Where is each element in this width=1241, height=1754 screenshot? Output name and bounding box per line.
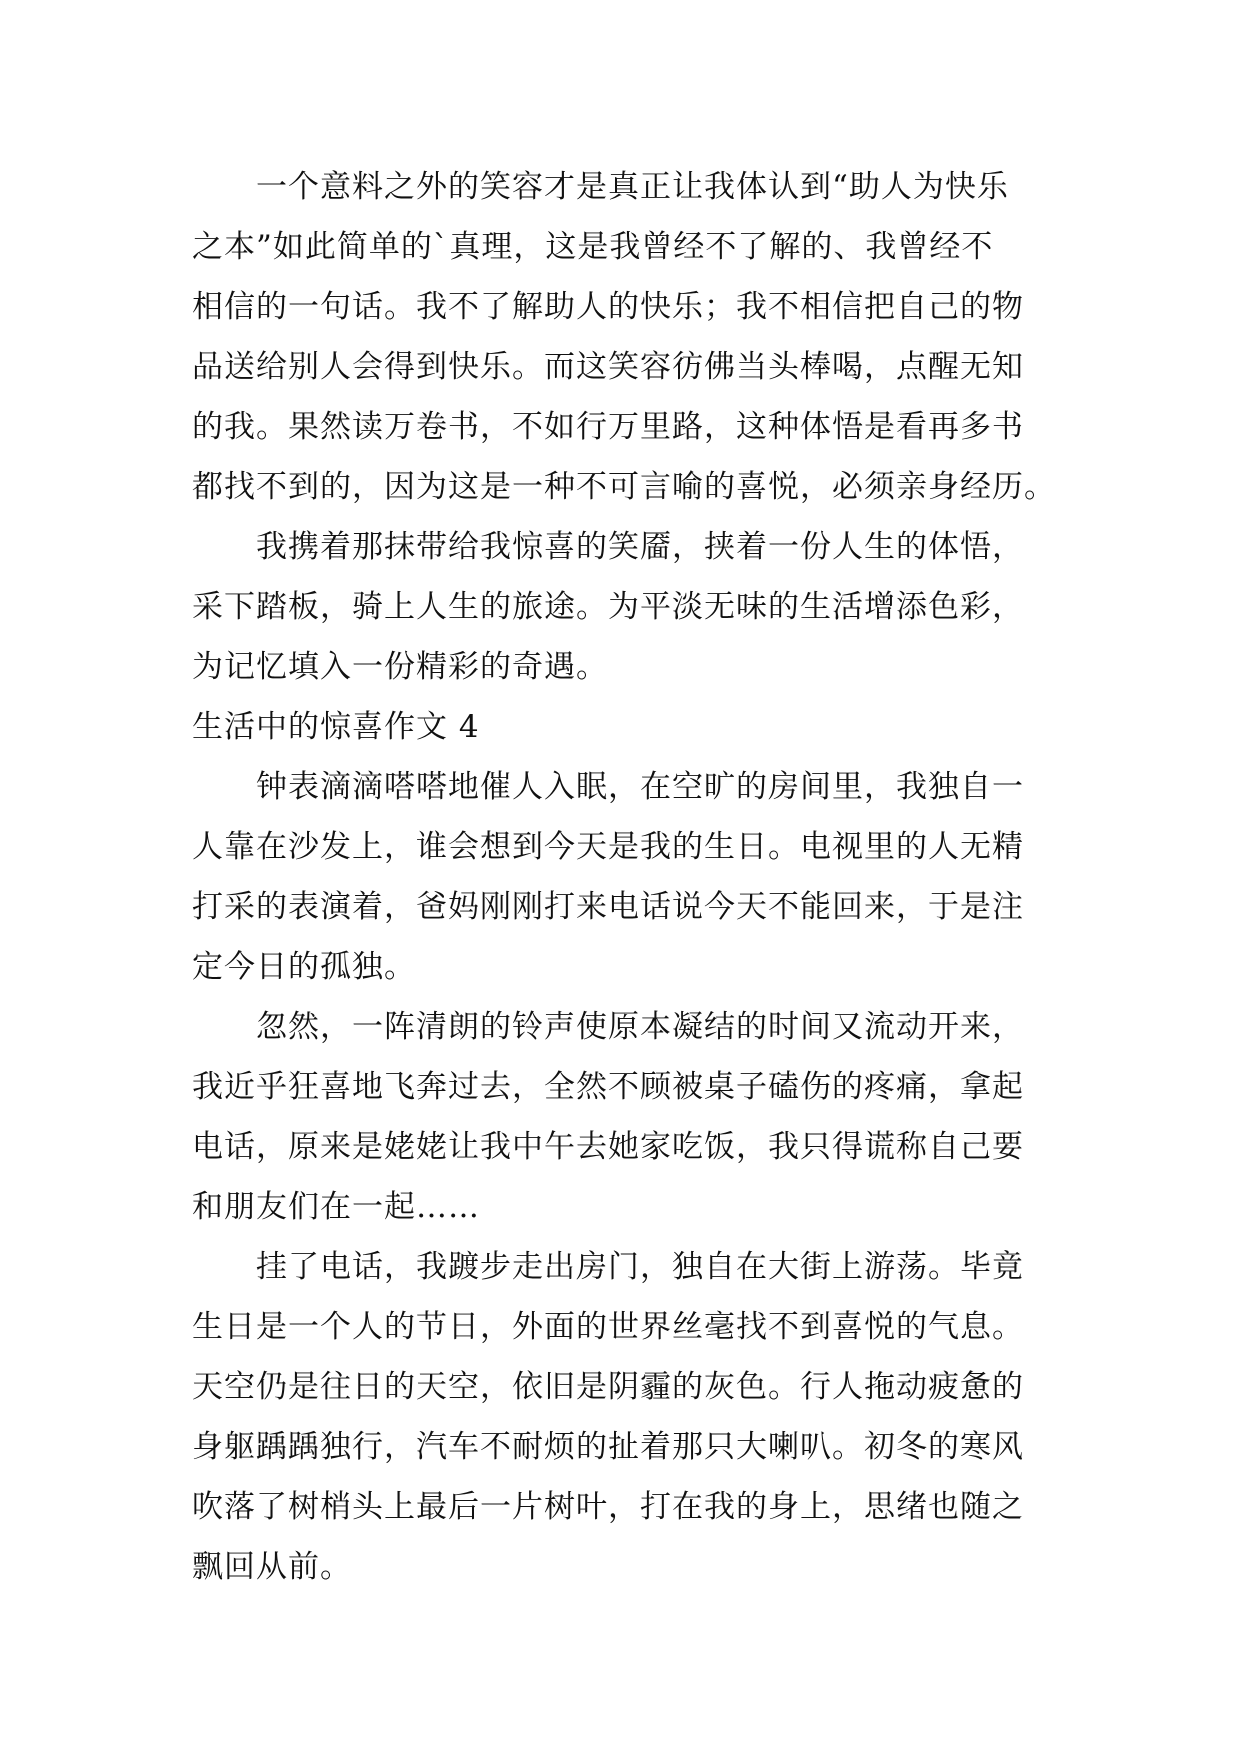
text-line: 生日是一个人的节日，外面的世界丝毫找不到喜悦的气息。 xyxy=(192,1309,1024,1345)
document-body xyxy=(192,157,1062,1597)
text-line: 采下踏板，骑上人生的旅途。为平淡无味的生活增添色彩， xyxy=(192,589,1024,625)
text-line: 一个意料之外的笑容才是真正让我体认到“助人为快乐 xyxy=(256,169,1009,205)
text-line: 人靠在沙发上，谁会想到今天是我的生日。电视里的人无精 xyxy=(192,829,1024,865)
section-heading xyxy=(192,697,1062,757)
text-line: 飘回从前。 xyxy=(192,1549,352,1585)
text-line: 为记忆填入一份精彩的奇遇。 xyxy=(192,649,608,685)
heading-line: 生活中的惊喜作文 4 xyxy=(192,709,480,745)
text-line: 之本”如此简单的`真理，这是我曾经不了解的、我曾经不 xyxy=(192,229,994,265)
text-line: 我携着那抹带给我惊喜的笑靥，挟着一份人生的体悟， xyxy=(256,529,1024,565)
text-line: 吹落了树梢头上最后一片树叶，打在我的身上，思绪也随之 xyxy=(192,1489,1024,1525)
text-line: 的我。果然读万卷书，不如行万里路，这种体悟是看再多书 xyxy=(192,409,1024,445)
paragraph xyxy=(192,997,1062,1237)
text-line: 和朋友们在一起…… xyxy=(192,1189,480,1225)
paragraph xyxy=(192,157,1062,517)
text-line: 电话，原来是姥姥让我中午去她家吃饭，我只得谎称自己要 xyxy=(192,1129,1024,1165)
text-line: 钟表滴滴嗒嗒地催人入眠，在空旷的房间里，我独自一 xyxy=(256,769,1024,805)
paragraph xyxy=(192,757,1062,997)
text-line: 我近乎狂喜地飞奔过去，全然不顾被桌子磕伤的疼痛，拿起 xyxy=(192,1069,1024,1105)
text-line: 忽然，一阵清朗的铃声使原本凝结的时间又流动开来， xyxy=(256,1009,1024,1045)
text-line: 打采的表演着，爸妈刚刚打来电话说今天不能回来，于是注 xyxy=(192,889,1024,925)
text-line: 都找不到的，因为这是一种不可言喻的喜悦，必须亲身经历。 xyxy=(192,469,1056,505)
text-line: 定今日的孤独。 xyxy=(192,949,416,985)
text-line: 品送给别人会得到快乐。而这笑容彷佛当头棒喝，点醒无知 xyxy=(192,349,1024,385)
text-line: 相信的一句话。我不了解助人的快乐；我不相信把自己的物 xyxy=(192,289,1024,325)
text-line: 身躯踽踽独行，汽车不耐烦的扯着那只大喇叭。初冬的寒风 xyxy=(192,1429,1024,1465)
text-line: 天空仍是往日的天空，依旧是阴霾的灰色。行人拖动疲惫的 xyxy=(192,1369,1024,1405)
paragraph xyxy=(192,517,1062,697)
paragraph xyxy=(192,1237,1062,1597)
text-line: 挂了电话，我踱步走出房门，独自在大街上游荡。毕竟 xyxy=(256,1249,1024,1285)
